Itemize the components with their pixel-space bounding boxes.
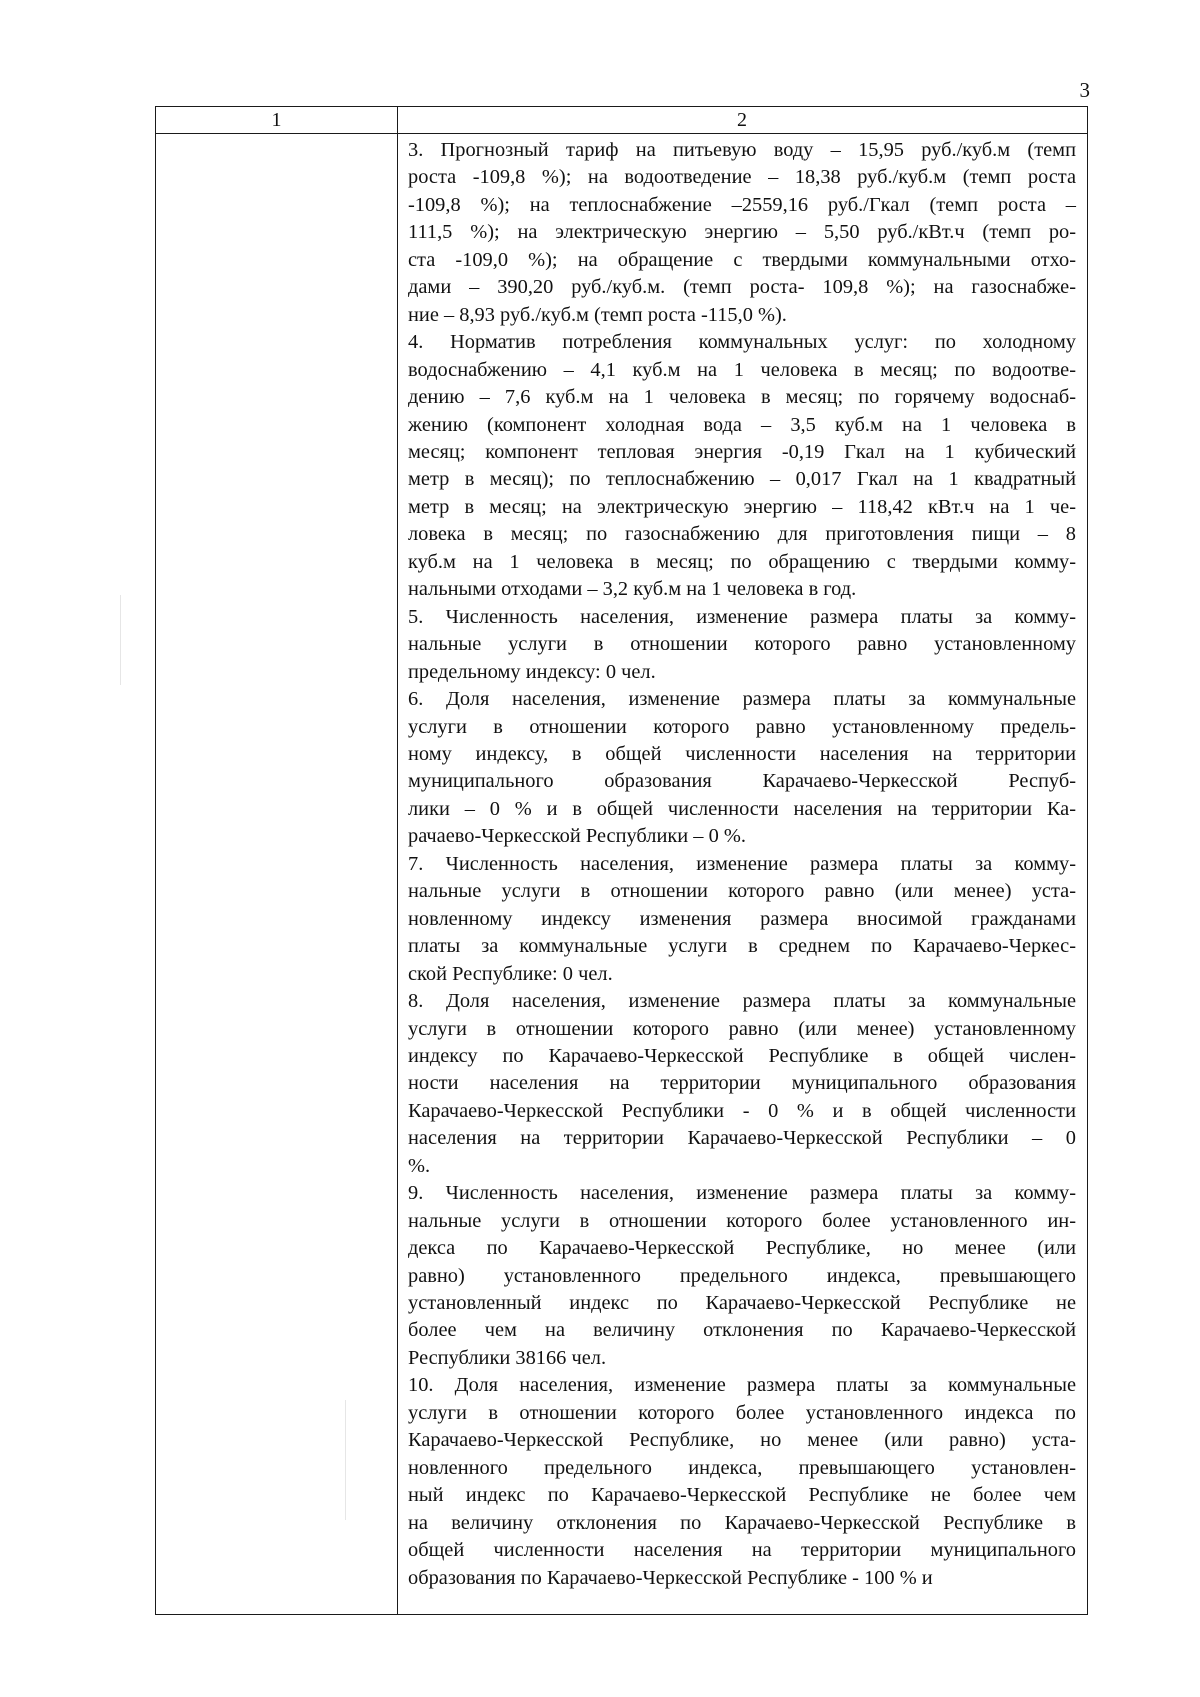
- text-line: услуги в отношении которого равно установленному предель-: [408, 715, 1076, 738]
- text-line: нальными отходами – 3,2 куб.м на 1 человека в год.: [408, 578, 857, 601]
- text-line: метр в месяц; на электрическую энергию – 118,42 кВт.ч на 1 че-: [408, 495, 1076, 518]
- document-table: [155, 106, 1088, 1615]
- text-line: предельному индексу: 0 чел.: [408, 660, 656, 683]
- text-line: Карачаево-Черкесской Республике, но менее (или равно) уста-: [408, 1429, 1076, 1452]
- text-line: водоснабжению – 4,1 куб.м на 1 человека в месяц; по водоотве-: [408, 358, 1076, 381]
- scan-margin-mark: [120, 595, 121, 685]
- text-line: новленному индексу изменения размера вносимой гражданами: [408, 907, 1076, 930]
- text-line: более чем на величину отклонения по Карачаево-Черкесской: [408, 1319, 1076, 1342]
- text-line: 5. Численность населения, изменение размера платы за комму-: [408, 605, 1076, 628]
- text-line: ный индекс по Карачаево-Черкесской Республике не более чем: [408, 1484, 1076, 1507]
- text-line: 6. Доля населения, изменение размера платы за коммунальные: [408, 688, 1076, 711]
- paragraph-item-8: [408, 988, 1076, 1180]
- text-line: 8. Доля населения, изменение размера платы за коммунальные: [408, 990, 1076, 1013]
- text-line: декса по Карачаево-Черкесской Республике, но менее (или: [408, 1237, 1076, 1260]
- text-line: Карачаево-Черкесской Республики - 0 % и в общей численности: [408, 1099, 1076, 1122]
- text-line: общей численности населения на территории муниципального: [408, 1539, 1076, 1562]
- text-line: ской Республике: 0 чел.: [408, 962, 613, 985]
- text-line: метр в месяц); по теплоснабжению – 0,017 Гкал на 1 квадратный: [408, 468, 1076, 491]
- text-line: муниципального образования Карачаево-Черкесской Респуб-: [408, 770, 1076, 793]
- text-line: ловека в месяц; по газоснабжению для приготовления пищи – 8: [408, 523, 1076, 546]
- text-line: Республики 38166 чел.: [408, 1346, 607, 1369]
- table-header-row: [156, 107, 1087, 134]
- paragraph-item-6: [408, 686, 1076, 851]
- column-2-header: 2: [737, 109, 747, 131]
- text-line: нальные услуги в отношении которого равно установленному: [408, 633, 1076, 656]
- text-line: индексу по Карачаево-Черкесской Республике в общей числен-: [408, 1044, 1076, 1067]
- table-body-row: [156, 134, 1087, 1614]
- paragraph-item-4: [408, 329, 1076, 604]
- text-line: нальные услуги в отношении которого более установленного ин-: [408, 1209, 1076, 1232]
- paragraph-item-7: [408, 851, 1076, 988]
- paragraph-item-3: [408, 137, 1076, 329]
- page-number: 3: [1079, 78, 1090, 102]
- text-line: 10. Доля населения, изменение размера платы за коммунальные: [408, 1374, 1076, 1397]
- text-line: услуги в отношении которого равно (или менее) установленному: [408, 1017, 1076, 1040]
- text-line: жению (компонент холодная вода – 3,5 куб.м на 1 человека в: [408, 413, 1076, 436]
- text-line: установленный индекс по Карачаево-Черкесской Республике не: [408, 1292, 1076, 1315]
- text-line: ние – 8,93 руб./куб.м (темп роста -115,0 %).: [408, 303, 787, 326]
- text-line: на величину отклонения по Карачаево-Черкесской Республике в: [408, 1511, 1076, 1534]
- text-line: платы за коммунальные услуги в среднем по Карачаево-Черкес-: [408, 935, 1076, 958]
- text-line: населения на территории Карачаево-Черкесской Республики – 0: [408, 1127, 1076, 1150]
- text-line: услуги в отношении которого более установленного индекса по: [408, 1401, 1076, 1424]
- text-line: %.: [408, 1154, 431, 1177]
- text-line: ности населения на территории муниципального образования: [408, 1072, 1076, 1095]
- text-line: рачаево-Черкесской Республики – 0 %.: [408, 825, 746, 848]
- text-line: куб.м на 1 человека в месяц; по обращению с твердыми комму-: [408, 550, 1076, 573]
- text-line: дению – 7,6 куб.м на 1 человека в месяц; по горячему водоснаб-: [408, 386, 1076, 409]
- text-line: дами – 390,20 руб./куб.м. (темп роста- 109,8 %); на газоснабже-: [408, 276, 1076, 299]
- text-line: равно) установленного предельного индекса, превышающего: [408, 1264, 1076, 1287]
- text-line: лики – 0 % и в общей численности населения на территории Ка-: [408, 797, 1076, 820]
- text-line: ному индексу, в общей численности населения на территории: [408, 742, 1076, 765]
- text-line: новленного предельного индекса, превышающего установлен-: [408, 1456, 1076, 1479]
- text-line: роста -109,8 %); на водоотведение – 18,38 руб./куб.м (темп роста: [408, 166, 1076, 189]
- text-line: 9. Численность населения, изменение размера платы за комму-: [408, 1182, 1076, 1205]
- text-line: образования по Карачаево-Черкесской Республике - 100 % и: [408, 1566, 933, 1589]
- text-line: 7. Численность населения, изменение размера платы за комму-: [408, 852, 1076, 875]
- text-line: нальные услуги в отношении которого равно (или менее) уста-: [408, 880, 1076, 903]
- text-line: ста -109,0 %); на обращение с твердыми коммунальными отхо-: [408, 248, 1076, 271]
- column-2-cell: [398, 134, 1086, 1614]
- paragraph-item-9: [408, 1180, 1076, 1372]
- column-1-header: 1: [156, 107, 398, 133]
- paragraph-item-10: [408, 1372, 1076, 1592]
- text-line: месяц; компонент тепловая энергия -0,19 Гкал на 1 кубический: [408, 440, 1076, 463]
- column-1-cell: [156, 134, 398, 1614]
- text-line: 111,5 %); на электрическую энергию – 5,50 руб./кВт.ч (темп ро-: [408, 221, 1076, 244]
- text-line: -109,8 %); на теплоснабжение –2559,16 руб./Гкал (темп роста –: [408, 193, 1076, 216]
- paragraph-item-5: [408, 604, 1076, 686]
- text-line: 4. Норматив потребления коммунальных услуг: по холодному: [408, 331, 1076, 354]
- text-line: 3. Прогнозный тариф на питьевую воду – 15,95 руб./куб.м (темп: [408, 139, 1076, 161]
